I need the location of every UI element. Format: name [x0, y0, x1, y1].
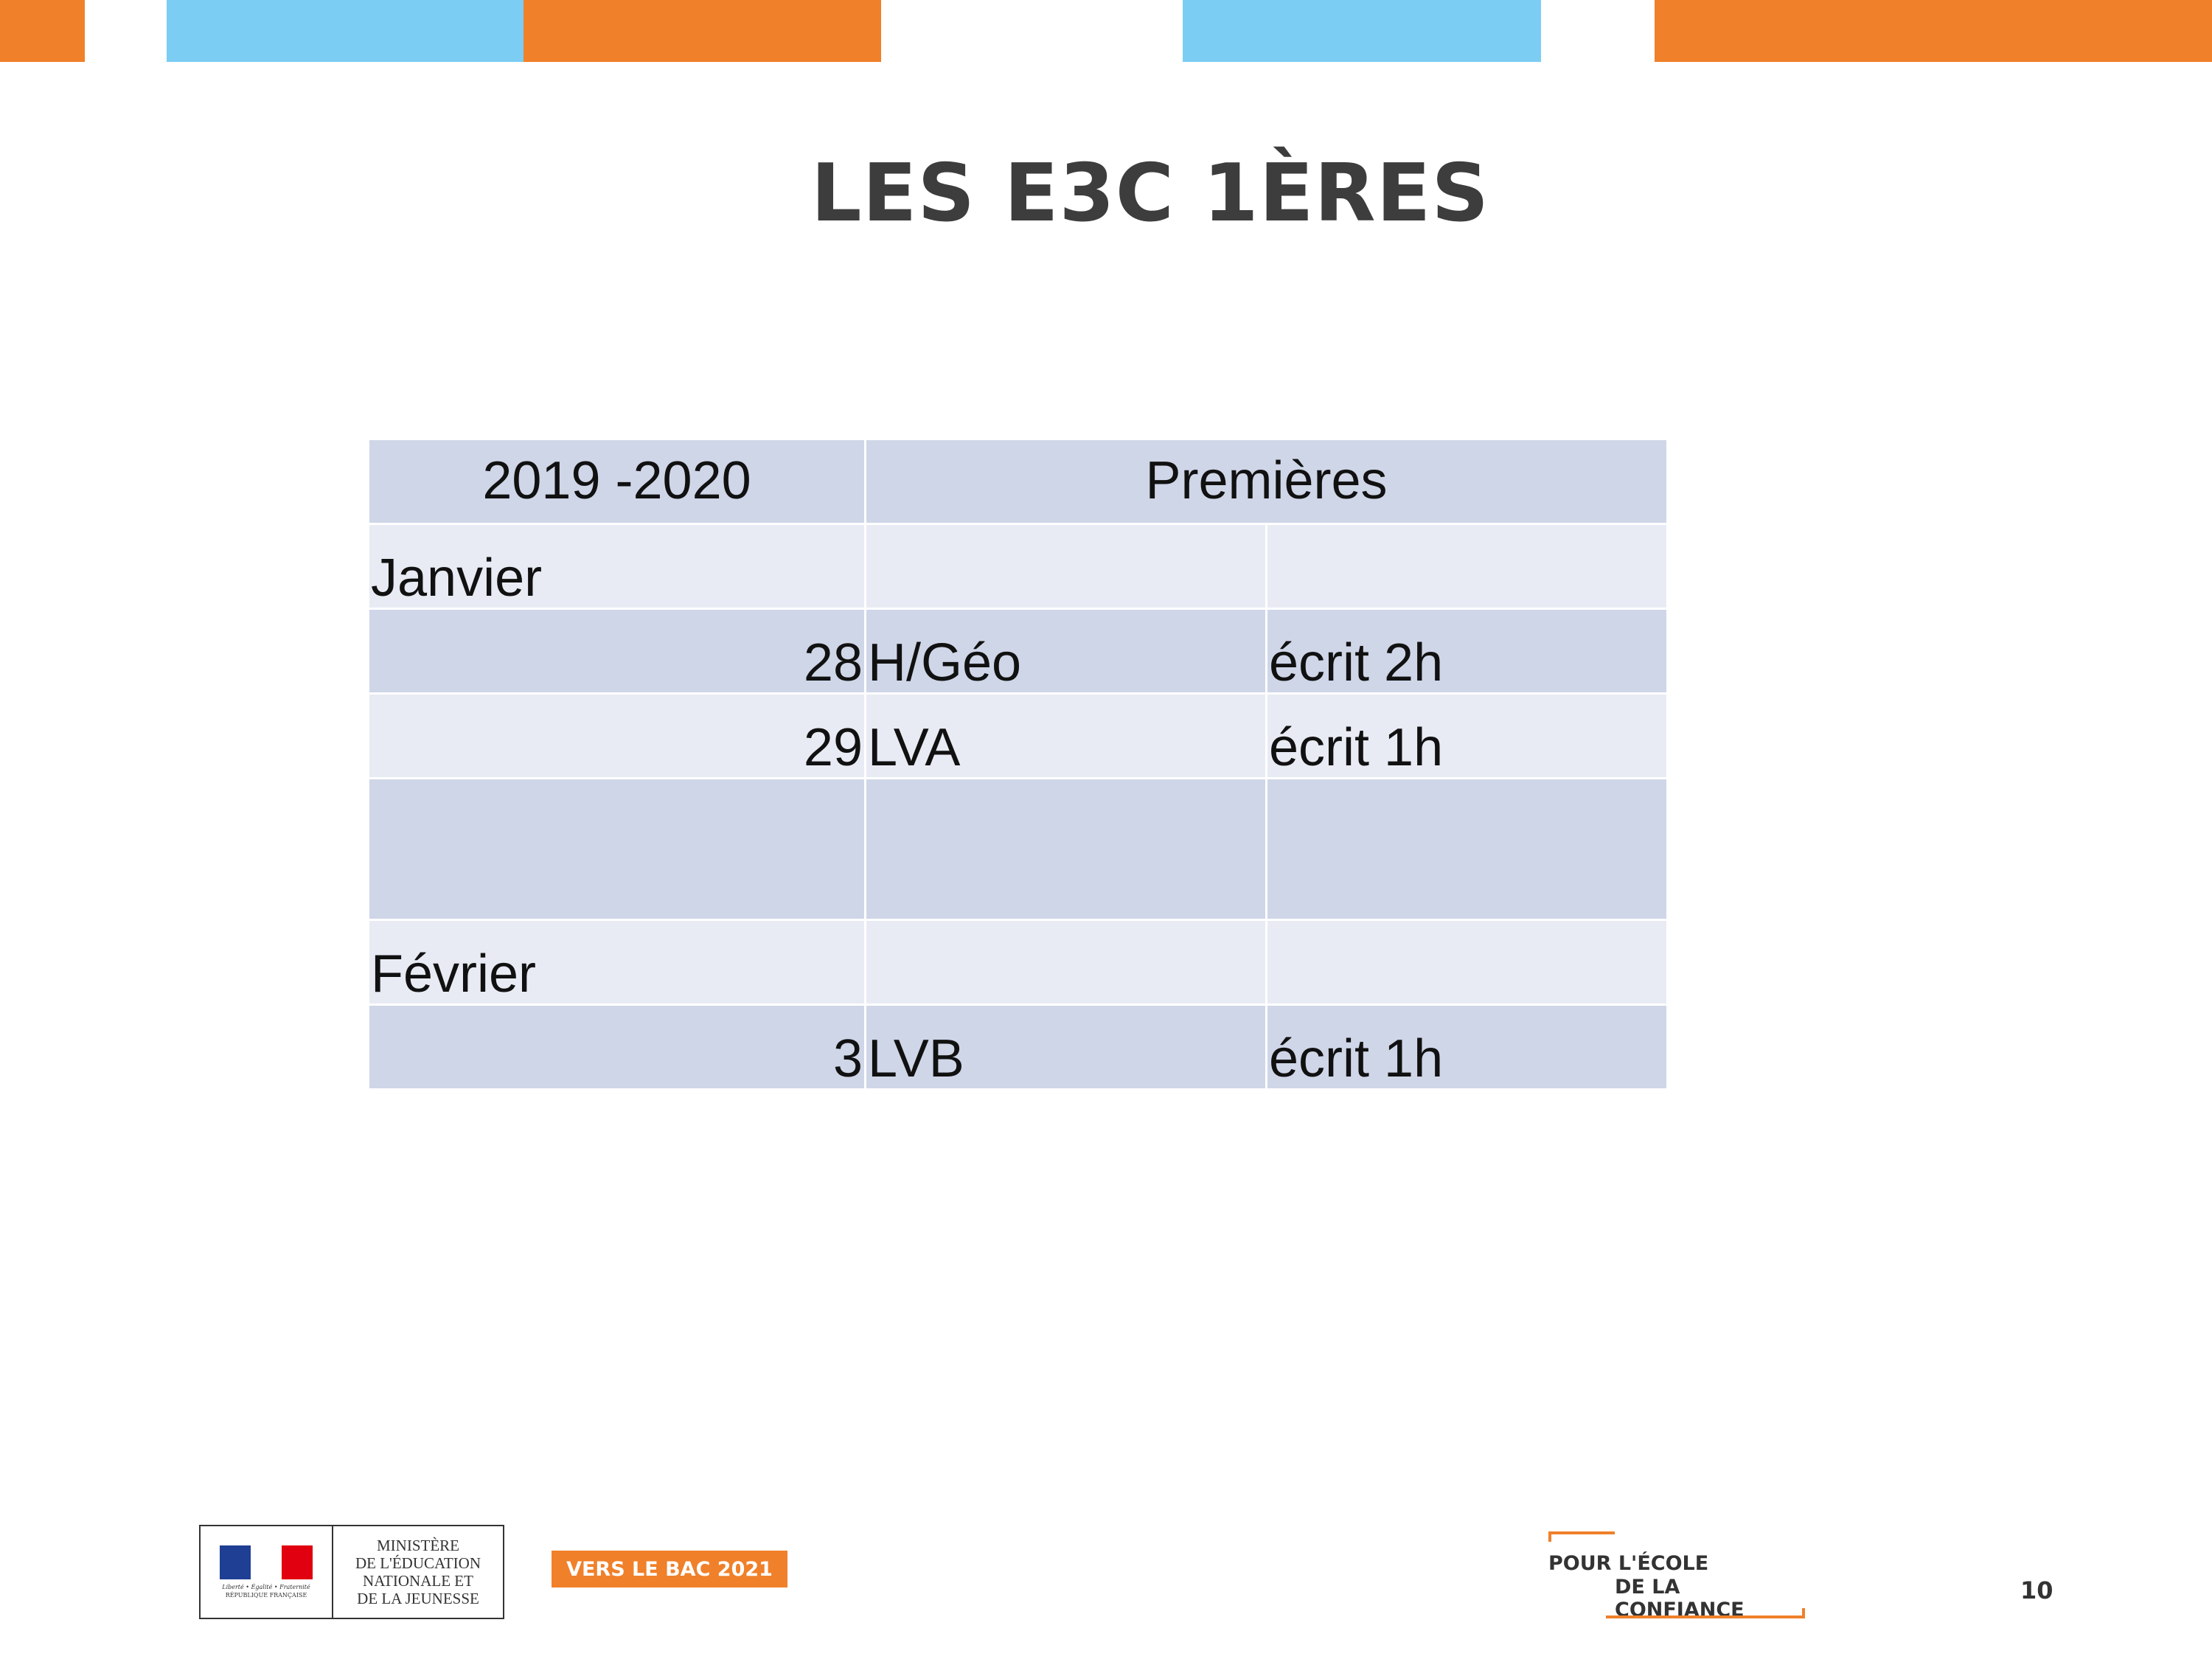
day-cell: 3 [369, 1005, 866, 1090]
subject-cell [866, 524, 1267, 609]
top-bar-blue-1 [167, 0, 524, 62]
marianne-logo [201, 1526, 333, 1618]
header-level: Premières [866, 439, 1668, 524]
subject-cell [866, 920, 1267, 1005]
table-header-row [369, 439, 1668, 524]
mode-cell: écrit 2h [1267, 609, 1668, 694]
day-cell: 29 [369, 694, 866, 779]
empty-cell [1267, 779, 1668, 920]
table-row [369, 920, 1668, 1005]
ministry-line: DE L'ÉDUCATION [355, 1554, 481, 1572]
subject-cell: H/Géo [866, 609, 1267, 694]
ministry-line: DE LA JEUNESSE [357, 1590, 479, 1608]
month-label: Février [369, 920, 866, 1005]
mode-cell [1267, 524, 1668, 609]
bac-2021-badge: VERS LE BAC 2021 [552, 1551, 787, 1587]
schedule-table [367, 438, 1669, 1091]
month-label: Janvier [369, 524, 866, 609]
bracket-mark-icon [1606, 1608, 1805, 1618]
ecole-confiance-logo [1548, 1531, 1808, 1621]
french-flag-icon [220, 1545, 313, 1579]
top-bar-orange-3 [1655, 0, 2212, 62]
subject-cell: LVB [866, 1005, 1267, 1090]
top-bar-orange-2 [524, 0, 881, 62]
bracket-mark-icon [1548, 1531, 1615, 1542]
table-row [369, 609, 1668, 694]
table-row [369, 1005, 1668, 1090]
table-row [369, 524, 1668, 609]
table-row [369, 694, 1668, 779]
ministry-name [333, 1537, 503, 1608]
ministry-line: NATIONALE ET [363, 1572, 473, 1590]
table-row-empty [369, 779, 1668, 920]
mode-cell: écrit 1h [1267, 1005, 1668, 1090]
republic-motto: Liberté • Égalité • Fraternité [222, 1584, 310, 1590]
republic-label: RÉPUBLIQUE FRANÇAISE [225, 1592, 307, 1599]
confiance-line-1: POUR L'ÉCOLE [1548, 1552, 1709, 1575]
mode-cell [1267, 920, 1668, 1005]
ministry-logo [199, 1525, 504, 1619]
day-cell: 28 [369, 609, 866, 694]
page-number: 10 [2020, 1576, 2053, 1604]
confiance-line-2: DE LA CONFIANCE [1615, 1576, 1745, 1621]
subject-cell: LVA [866, 694, 1267, 779]
empty-cell [866, 779, 1267, 920]
slide-title: LES E3C 1ÈRES [810, 147, 1490, 240]
ministry-line: MINISTÈRE [377, 1536, 459, 1554]
top-bar-blue-2 [1183, 0, 1541, 62]
header-year: 2019 -2020 [369, 439, 866, 524]
mode-cell: écrit 1h [1267, 694, 1668, 779]
empty-cell [369, 779, 866, 920]
top-bar-orange-1 [0, 0, 85, 62]
